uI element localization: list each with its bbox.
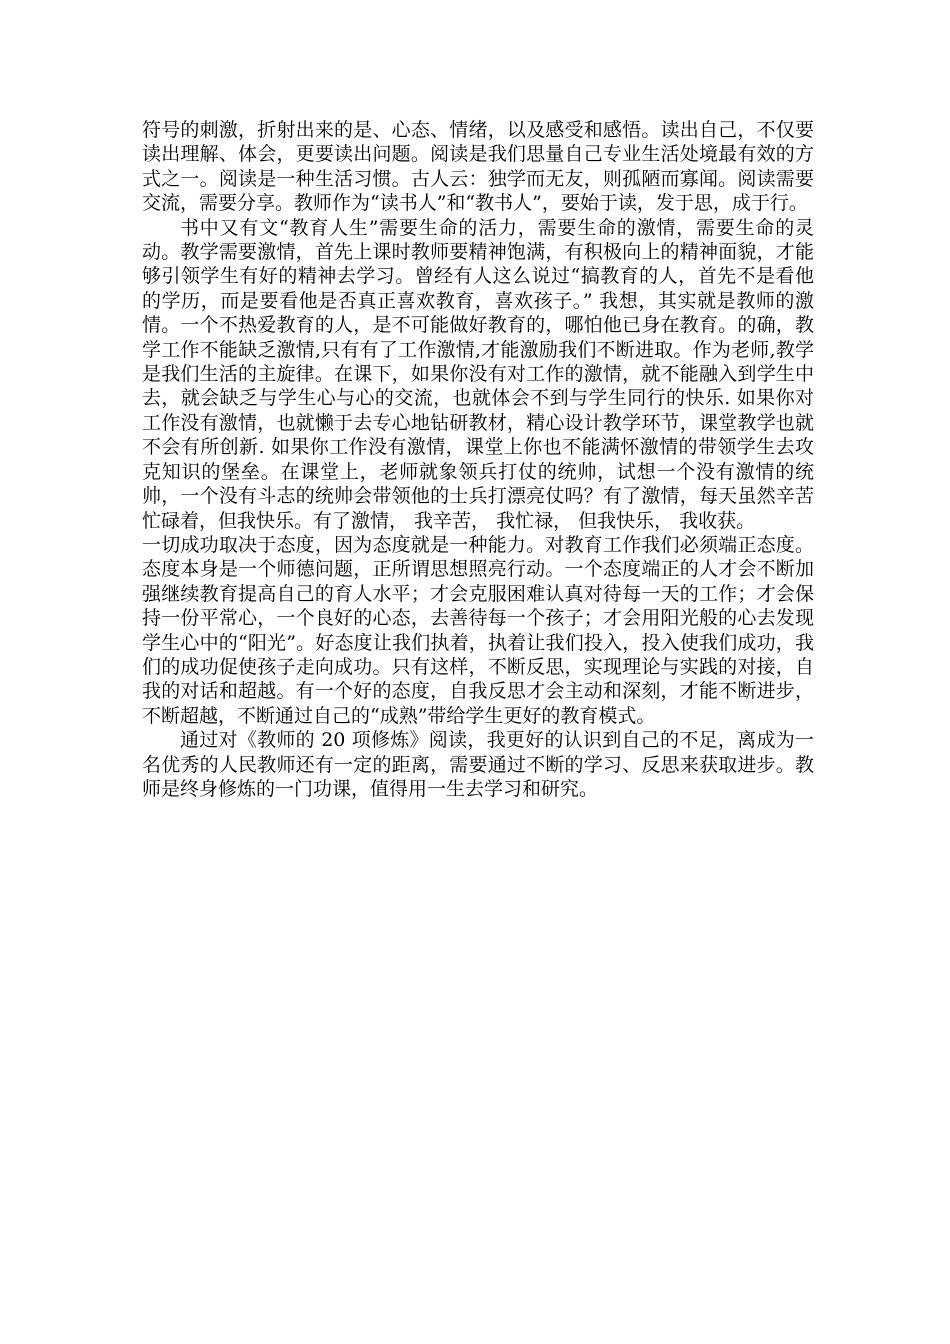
paragraph-conclusion: 通过对《教师的 20 项修炼》阅读，我更好的认识到自己的不足，离成为一名优秀的人民教师还有一定的距离，需要通过不断的学习、反思来获取进步。教师是终身修炼的一门功课，值得用一生去学习和研究。: [142, 729, 814, 800]
paragraph-reading-reflection: 符号的刺激，折射出来的是、心态、情绪，以及感受和感悟。读出自己，不仅要读出理解、体会，更要读出问题。阅读是我们思量自己专业生活处境最有效的方式之一。阅读是一种生活习惯。古人云：独学而无友，则孤陋而寡闻。阅读需要交流，需要分享。教师作为“读书人”和“教书人”，要始于读，发于思，成于行。: [142, 119, 814, 215]
paragraph-attitude: 一切成功取决于态度，因为态度就是一种能力。对教育工作我们必须端正态度。态度本身是一个师德问题，正所谓思想照亮行动。一个态度端正的人才会不断加强继续教育提高自己的育人水平；才会克服困难认真对待每一天的工作；才会保持一份平常心，一个良好的心态，去善待每一个孩子；才会用阳光般的心去发现学生心中的“阳光”。好态度让我们执着，执着让我们投入，投入使我们成功，我们的成功促使孩子走向成功。只有这样，不断反思，实现理论与实践的对接，自我的对话和超越。有一个好的态度，自我反思才会主动和深刻，才能不断进步，不断超越，不断通过自己的“成熟”带给学生更好的教育模式。: [142, 533, 814, 727]
paragraph-teaching-passion: 书中又有文“教育人生”需要生命的活力，需要生命的激情，需要生命的灵动。教学需要激情，首先上课时教师要精神饱满，有积极向上的精神面貌，才能够引领学生有好的精神去学习。曾经有人这么说过“搞教育的人，首先不是看他的学历，而是要看他是否真正喜欢教育，喜欢孩子。” 我想，其实就是教师的激情。一个不热爱教育的人，是不可能做好教育的，哪怕他已身在教育。的确，教学工作不能缺乏激情,只有有了工作激情,才能激励我们不断进取。作为老师,教学是我们生活的主旋律。在课下，如果你没有对工作的激情，就不能融入到学生中去，就会缺乏与学生心与心的交流，也就体会不到与学生同行的快乐. 如果你对工作没有激情，也就懒于去专心地钻研教材，精心设计教学环节，课堂教学也就不会有所创新. 如果你工作没有激情，课堂上你也不能满怀激情的带领学生去攻克知识的堡垒。在课堂上，老师就象领兵打仗的统帅，试想一个没有激情的统帅，一个没有斗志的统帅会带领他的士兵打漂亮仗吗？有了激情，每天虽然辛苦忙碌着，但我快乐。有了激情， 我辛苦， 我忙禄， 但我快乐， 我收获。: [142, 216, 814, 532]
document-body: [142, 118, 814, 801]
